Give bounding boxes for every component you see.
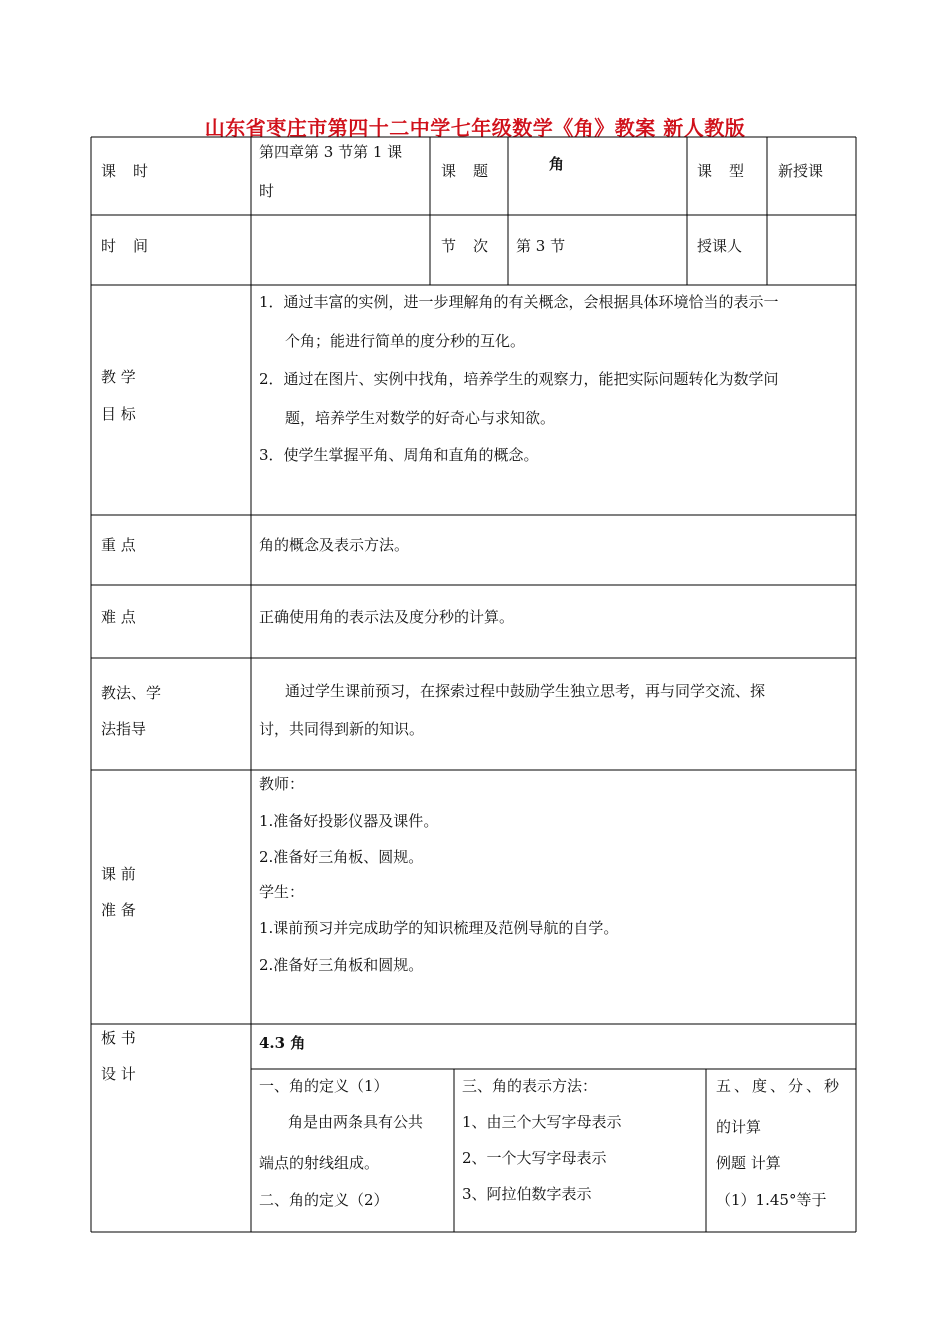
- objectives-label-line2: 目 标: [101, 405, 136, 423]
- class-period-value-line2: 时: [259, 182, 275, 200]
- topic-label: 课 题: [441, 162, 490, 180]
- time-label: 时 间: [101, 237, 150, 255]
- board-col1-line1: 一、角的定义（1）: [259, 1077, 389, 1095]
- board-col3-line2: 的计算: [716, 1118, 762, 1136]
- board-col3-line3: 例题 计算: [716, 1154, 781, 1172]
- board-label-line2: 设 计: [101, 1065, 136, 1083]
- board-col2-line2: 1、由三个大写字母表示: [462, 1113, 622, 1131]
- board-col2-line4: 3、阿拉伯数字表示: [462, 1185, 592, 1203]
- teacher-prep-heading: 教师：: [259, 775, 305, 793]
- preparation-label-line1: 课 前: [101, 865, 136, 883]
- board-col2-line1: 三、角的表示方法：: [462, 1077, 598, 1095]
- preparation-label-line2: 准 备: [101, 901, 136, 919]
- board-col1-line2: 角是由两条具有公共: [288, 1113, 424, 1131]
- method-label-line2: 法指导: [101, 720, 147, 738]
- method-line2: 讨，共同得到新的知识。: [259, 720, 425, 738]
- objective-1-line1: 1．通过丰富的实例，进一步理解角的有关概念，会根据具体环境恰当的表示一: [259, 293, 779, 311]
- class-period-value-line1: 第四章第 3 节第 1 课: [259, 143, 403, 161]
- teacher-label: 授课人: [697, 237, 743, 255]
- objective-1-line2: 个角；能进行简单的度分秒的互化。: [285, 332, 526, 350]
- difficulty-value: 正确使用角的表示法及度分秒的计算。: [259, 608, 515, 626]
- board-label-line1: 板 书: [101, 1029, 136, 1047]
- student-prep-item2: 2.准备好三角板和圆规。: [259, 956, 424, 974]
- board-col3-line4: （1）1.45°等于: [716, 1191, 827, 1209]
- lesson-type-value: 新授课: [778, 162, 824, 180]
- objective-3: 3．使学生掌握平角、周角和直角的概念。: [259, 446, 539, 464]
- class-period-label: 课 时: [101, 162, 150, 180]
- board-col1-line3: 端点的射线组成。: [259, 1154, 380, 1172]
- method-label-line1: 教法、学: [101, 684, 162, 702]
- key-points-value: 角的概念及表示方法。: [259, 536, 410, 554]
- board-col1-line4: 二、角的定义（2）: [259, 1191, 389, 1209]
- teacher-prep-item2: 2.准备好三角板、圆规。: [259, 848, 424, 866]
- board-col2-line3: 2、一个大写字母表示: [462, 1149, 607, 1167]
- section-label: 节 次: [441, 237, 490, 255]
- board-col3-line1: 五、度、分、秒: [716, 1077, 843, 1095]
- key-points-label: 重 点: [101, 536, 136, 554]
- document-title: 山东省枣庄市第四十二中学七年级数学《角》教案 新人教版: [204, 116, 746, 140]
- method-line1: 通过学生课前预习，在探索过程中鼓励学生独立思考，再与同学交流、探: [285, 682, 766, 700]
- student-prep-heading: 学生：: [259, 883, 305, 901]
- teacher-prep-item1: 1.准备好投影仪器及课件。: [259, 812, 439, 830]
- objective-2-line2: 题，培养学生对数学的好奇心与求知欲。: [285, 409, 556, 427]
- difficulty-label: 难 点: [101, 608, 136, 626]
- board-heading: 4.3 角: [259, 1034, 306, 1052]
- student-prep-item1: 1.课前预习并完成助学的知识梳理及范例导航的自学。: [259, 919, 619, 937]
- lesson-type-label: 课 型: [697, 162, 746, 180]
- topic-value: 角: [549, 155, 565, 173]
- objective-2-line1: 2．通过在图片、实例中找角，培养学生的观察力，能把实际问题转化为数学问: [259, 370, 779, 388]
- objectives-label-line1: 教 学: [101, 368, 136, 386]
- section-value: 第 3 节: [516, 237, 566, 255]
